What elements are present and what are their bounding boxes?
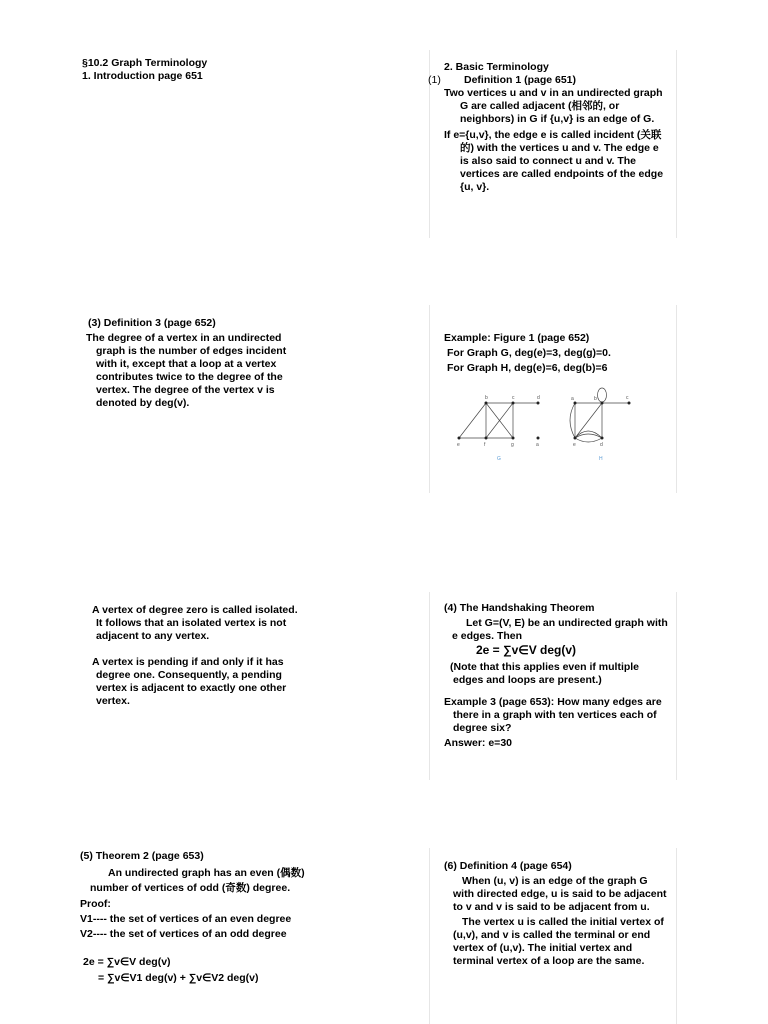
handshaking-formula: 2e = ∑v∈V deg(v) — [476, 643, 577, 657]
slide-title: 2. Basic Terminology — [444, 61, 549, 73]
vertex-label: f — [484, 442, 486, 448]
graph-h — [570, 388, 629, 442]
definition-heading — [428, 74, 670, 87]
pending-definition: A vertex is pending if and only if it has degree one. Consequently, a pending vertex is adjacent to exactly one other vertex. — [92, 656, 287, 707]
vertex-label: d — [600, 442, 603, 448]
vertex-label: g — [511, 442, 514, 448]
adjacency-directed: When (u, v) is an edge of the graph G with directed edge, u is said to be adjacent to v and v is said to be adjacent from u. — [453, 875, 667, 913]
set-v2: V2---- the set of vertices of an odd degree — [80, 928, 287, 940]
slide-title: (5) Theorem 2 (page 653) — [80, 850, 204, 862]
vertex-label: a — [536, 442, 539, 448]
figure-caption-h: H — [599, 456, 603, 462]
slide-border — [429, 592, 430, 780]
slide-title: Example: Figure 1 (page 652) — [444, 332, 590, 344]
slide-border — [429, 305, 430, 493]
slide-example-figure — [444, 332, 670, 375]
slide-title: (3) Definition 3 (page 652) — [88, 317, 216, 329]
slide-intro — [82, 57, 382, 83]
slide-definition-4 — [444, 860, 670, 968]
proof-equation-2: = ∑v∈V1 deg(v) + ∑v∈V2 deg(v) — [98, 972, 259, 984]
slide-border — [676, 848, 677, 1024]
vertex-label: c — [512, 395, 515, 401]
slide-handshaking-theorem — [444, 602, 670, 750]
set-v1: V1---- the set of vertices of an even degree — [80, 913, 292, 925]
example-answer: Answer: e=30 — [444, 737, 512, 749]
theorem-statement: Let G=(V, E) be an undirected graph with e edges. Then — [452, 617, 668, 642]
isolated-definition: A vertex of degree zero is called isolated. It follows that an isolated vertex is not adjacent to any vertex. — [92, 604, 298, 642]
figure-caption-g: G — [497, 456, 501, 462]
vertex-label: c — [626, 395, 629, 401]
slide-border — [676, 592, 677, 780]
theorem-note: (Note that this applies even if multiple edges and loops are present.) — [450, 661, 640, 686]
example-3: Example 3 (page 653): How many edges are there in a graph with ten vertices each of degree six? — [444, 696, 662, 734]
graph-g-vertices — [458, 402, 540, 440]
vertex-label: a — [571, 396, 574, 402]
slide-basic-terminology — [428, 61, 670, 194]
slide-title: (4) The Handshaking Theorem — [444, 602, 595, 614]
slide-border — [676, 305, 677, 493]
proof-equation-1: 2e = ∑v∈V deg(v) — [83, 956, 171, 968]
theorem-statement: An undirected graph has an even (偶数) number of vertices of odd (奇数) degree. — [90, 867, 305, 894]
vertex-label: d — [537, 395, 540, 401]
intro-line: 1. Introduction page 651 — [82, 70, 203, 82]
slide-title: (6) Definition 4 (page 654) — [444, 860, 572, 872]
slide-theorem-2 — [80, 850, 320, 985]
slide-definition-3 — [86, 317, 304, 410]
graph-h-degrees: For Graph H, deg(e)=6, deg(b)=6 — [447, 362, 608, 374]
vertex-label: e — [573, 442, 576, 448]
vertex-label: b — [594, 396, 597, 402]
figure-1-graphs — [447, 380, 647, 466]
graph-g-degrees: For Graph G, deg(e)=3, deg(g)=0. — [447, 347, 611, 359]
slide-isolated-pending — [92, 604, 306, 708]
slide-border — [429, 848, 430, 1024]
definition-title: Definition 1 (page 651) — [464, 74, 577, 86]
adjacent-definition: Two vertices u and v in an undirected graph G are called adjacent (相邻的, or neighbors) in G if {u,v} is an edge of G. — [444, 87, 663, 125]
slide-title: §10.2 Graph Terminology — [82, 57, 208, 69]
vertex-label: e — [457, 442, 460, 448]
incident-definition: If e={u,v}, the edge e is called incident (关联的) with the vertices u and v. The edge e is also said to connect u and v. The vertices are called endpoints of the edge {u, v}. — [444, 129, 664, 193]
initial-terminal-vertex: The vertex u is called the initial vertex of (u,v), and v is called the terminal or end vertex of (u,v). The initial vertex and terminal vertex of a loop are the same. — [453, 916, 664, 967]
graph-g — [459, 403, 538, 438]
vertex-label: b — [485, 395, 488, 401]
slide-border — [676, 50, 677, 238]
proof-label: Proof: — [80, 898, 111, 910]
list-marker: (1) — [428, 74, 441, 86]
degree-definition: The degree of a vertex in an undirected graph is the number of edges incident with it, except that a loop at a vertex contributes twice to the degree of the vertex. The degree of the vertex v is denoted by deg(v). — [86, 332, 287, 409]
